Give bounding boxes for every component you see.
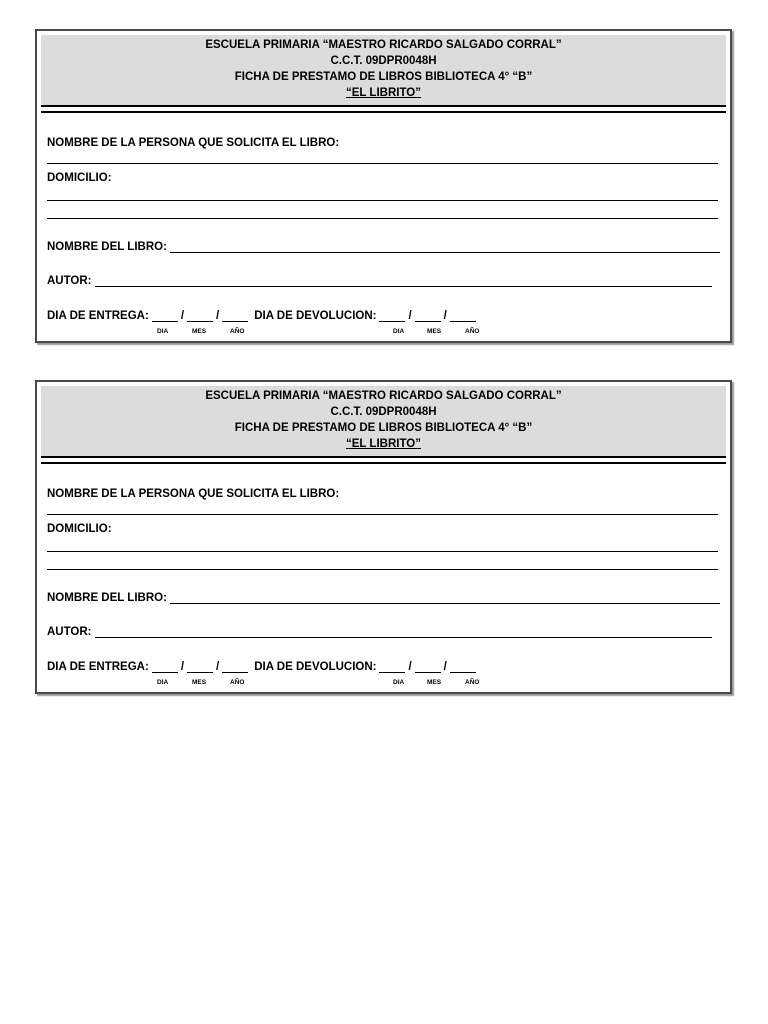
- author-row: [47, 625, 712, 638]
- return-day-field[interactable]: [379, 660, 405, 673]
- return-month-caption: MES: [427, 328, 442, 335]
- author-field[interactable]: [95, 625, 712, 638]
- form-title: FICHA DE PRESTAMO DE LIBROS BIBLIOTECA 4° “B”: [234, 71, 533, 83]
- delivery-year-field[interactable]: [222, 660, 248, 673]
- card-header: [41, 35, 726, 105]
- card-header: [41, 386, 726, 456]
- return-day-field[interactable]: [379, 309, 405, 322]
- address-field-2[interactable]: [47, 218, 718, 219]
- book-row: [47, 591, 720, 604]
- form-title: FICHA DE PRESTAMO DE LIBROS BIBLIOTECA 4° “B”: [234, 422, 533, 434]
- double-divider: [41, 456, 726, 464]
- delivery-day-field[interactable]: [152, 309, 178, 322]
- return-month-field[interactable]: [415, 660, 441, 673]
- loan-card: [35, 380, 732, 694]
- school-name: ESCUELA PRIMARIA “MAESTRO RICARDO SALGADO CORRAL”: [205, 39, 562, 51]
- address-label: DOMICILIO:: [47, 523, 112, 535]
- author-row: [47, 274, 712, 287]
- requester-row: [47, 488, 339, 500]
- return-year-caption: AÑO: [465, 679, 480, 686]
- requester-label: NOMBRE DE LA PERSONA QUE SOLICITA EL LIBRO:: [47, 137, 340, 149]
- library-name: “EL LIBRITO”: [346, 438, 421, 450]
- book-field[interactable]: [170, 591, 720, 604]
- return-label: DIA DE DEVOLUCION:: [254, 310, 377, 322]
- address-label: DOMICILIO:: [47, 172, 112, 184]
- book-row: [47, 240, 720, 253]
- return-year-caption: AÑO: [465, 328, 480, 335]
- return-year-field[interactable]: [450, 309, 476, 322]
- return-label: DIA DE DEVOLUCION:: [254, 661, 377, 673]
- delivery-year-caption: AÑO: [230, 328, 245, 335]
- return-day-caption: DIA: [393, 679, 405, 686]
- loan-card: [35, 29, 732, 343]
- cct-code: C.C.T. 09DPR0048H: [330, 406, 437, 418]
- delivery-label: DIA DE ENTREGA:: [47, 661, 149, 673]
- requester-label: NOMBRE DE LA PERSONA QUE SOLICITA EL LIBRO:: [47, 488, 340, 500]
- return-day-caption: DIA: [393, 328, 405, 335]
- book-label: NOMBRE DEL LIBRO:: [47, 592, 167, 604]
- delivery-day-caption: DIA: [157, 679, 169, 686]
- book-field[interactable]: [170, 240, 720, 253]
- requester-field[interactable]: [47, 514, 718, 515]
- requester-field[interactable]: [47, 163, 718, 164]
- return-month-field[interactable]: [415, 309, 441, 322]
- double-divider: [41, 105, 726, 113]
- return-year-field[interactable]: [450, 660, 476, 673]
- dates-row: DIA DE ENTREGA: / / DIA DE DEVOLUCION: / /: [47, 660, 476, 673]
- author-label: AUTOR:: [47, 626, 92, 638]
- delivery-month-caption: MES: [192, 328, 207, 335]
- delivery-year-field[interactable]: [222, 309, 248, 322]
- delivery-year-caption: AÑO: [230, 679, 245, 686]
- requester-row: [47, 137, 339, 149]
- book-label: NOMBRE DEL LIBRO:: [47, 241, 167, 253]
- library-name: “EL LIBRITO”: [346, 87, 421, 99]
- delivery-day-field[interactable]: [152, 660, 178, 673]
- delivery-label: DIA DE ENTREGA:: [47, 310, 149, 322]
- address-row: [47, 172, 112, 184]
- delivery-month-field[interactable]: [187, 309, 213, 322]
- delivery-month-field[interactable]: [187, 660, 213, 673]
- delivery-day-caption: DIA: [157, 328, 169, 335]
- school-name: ESCUELA PRIMARIA “MAESTRO RICARDO SALGADO CORRAL”: [205, 390, 562, 402]
- address-field-1[interactable]: [47, 551, 718, 552]
- address-row: [47, 523, 112, 535]
- address-field-2[interactable]: [47, 569, 718, 570]
- author-label: AUTOR:: [47, 275, 92, 287]
- return-month-caption: MES: [427, 679, 442, 686]
- address-field-1[interactable]: [47, 200, 718, 201]
- dates-row: DIA DE ENTREGA: / / DIA DE DEVOLUCION: / /: [47, 309, 476, 322]
- delivery-month-caption: MES: [192, 679, 207, 686]
- author-field[interactable]: [95, 274, 712, 287]
- cct-code: C.C.T. 09DPR0048H: [330, 55, 437, 67]
